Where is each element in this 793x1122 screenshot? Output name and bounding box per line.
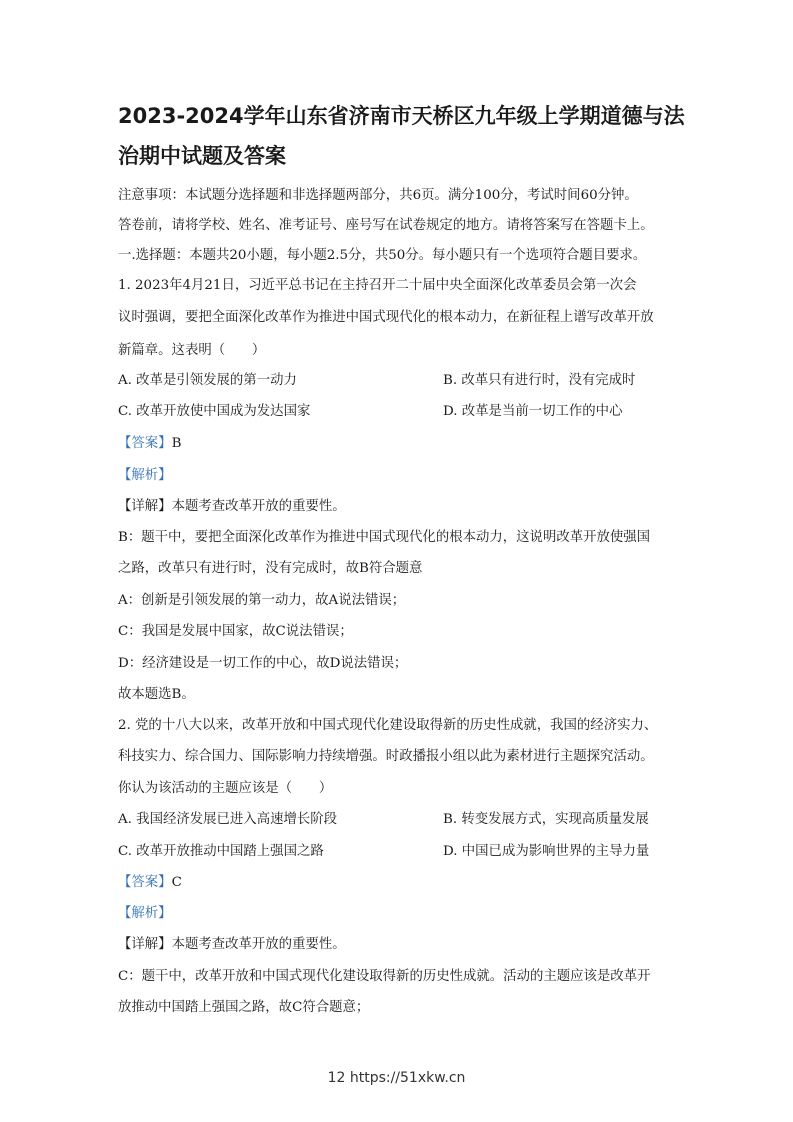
answer-tag: 【答案】 <box>118 875 172 890</box>
analysis-tag: 【解析】 <box>118 468 172 483</box>
question-2-stem: 科技实力、综合国力、国际影响力持续增强。时政播报小组以此为素材进行主题探究活动。 <box>118 749 654 764</box>
document-title-line-1: 2023-2024学年山东省济南市天桥区九年级上学期道德与法 <box>118 104 685 128</box>
answer-value: C <box>171 875 182 890</box>
question-1-conclusion: 故本题选B。 <box>118 687 195 702</box>
question-1-stem: 新篇章。这表明（ ） <box>118 343 266 358</box>
question-1-explanation: C：我国是发展中国家，故C说法错误； <box>118 624 353 639</box>
notice-line: 注意事项：本试题分选择题和非选择题两部分，共6页。满分100分，考试时间60分钟。 <box>118 188 638 203</box>
question-2-explanation: C：题干中，改革开放和中国式现代化建设取得新的历史性成就。活动的主题应该是改革开 <box>118 969 651 984</box>
question-1-option-b: B. 改革只有进行时，没有完成时 <box>443 373 636 388</box>
question-2-option-d: D. 中国已成为影响世界的主导力量 <box>443 844 650 859</box>
question-1-option-c: C. 改革开放使中国成为发达国家 <box>118 404 311 419</box>
question-1-explanation: 之路，改革只有进行时，没有完成时，故B符合题意 <box>118 561 423 576</box>
question-2-stem: 2. 党的十八大以来，改革开放和中国式现代化建设取得新的历史性成就，我国的经济实力、 <box>118 718 658 733</box>
answer-tag: 【答案】 <box>118 436 172 451</box>
question-2-answer <box>118 873 698 893</box>
detail-tag: 【详解】 <box>118 937 172 952</box>
question-1-detail <box>118 497 698 517</box>
answer-value: B <box>171 436 182 451</box>
detail-text: 本题考查改革开放的重要性。 <box>171 499 346 514</box>
analysis-tag: 【解析】 <box>118 906 172 921</box>
detail-text: 本题考查改革开放的重要性。 <box>171 937 346 952</box>
question-1-explanation: B：题干中，要把全面深化改革作为推进中国式现代化的根本动力，这说明改革开放使强国 <box>118 530 651 545</box>
section-instructions: 一.选择题：本题共20小题，每小题2.5分，共50分。每小题只有一个选项符合题目要求。 <box>118 248 647 263</box>
question-2-stem: 你认为该活动的主题应该是（ ） <box>118 781 333 796</box>
question-1-stem: 议时强调，要把全面深化改革作为推进中国式现代化的根本动力，在新征程上谱写改革开放 <box>118 310 654 325</box>
question-2-explanation: 放推动中国踏上强国之路，故C符合题意； <box>118 1000 370 1015</box>
detail-tag: 【详解】 <box>118 499 172 514</box>
question-2-detail <box>118 935 698 955</box>
question-1-stem: 1. 2023年4月21日，习近平总书记在主持召开二十届中央全面深化改革委员会第一次会 <box>118 278 637 293</box>
question-1-explanation: D：经济建设是一切工作的中心，故D说法错误； <box>118 656 408 671</box>
page-footer <box>0 1070 793 1086</box>
notice-line: 答卷前，请将学校、姓名、准考证号、座号写在试卷规定的地方。请将答案写在答题卡上。 <box>118 218 654 233</box>
footer-url-link[interactable]: https://51xkw.cn <box>349 1070 466 1086</box>
question-1-analysis-tag <box>118 466 698 486</box>
question-2-analysis-tag <box>118 904 698 924</box>
question-1-option-a: A. 改革是引领发展的第一动力 <box>118 373 297 388</box>
page-number: 12 <box>327 1070 346 1086</box>
question-1-explanation: A：创新是引领发展的第一动力，故A说法错误； <box>118 593 406 608</box>
document-title-line-2: 治期中试题及答案 <box>118 144 286 168</box>
question-1-answer <box>118 434 698 454</box>
question-2-option-c: C. 改革开放推动中国踏上强国之路 <box>118 844 324 859</box>
question-2-option-a: A. 我国经济发展已进入高速增长阶段 <box>118 812 338 827</box>
question-2-option-b: B. 转变发展方式，实现高质量发展 <box>443 812 649 827</box>
question-1-option-d: D. 改革是当前一切工作的中心 <box>443 404 623 419</box>
